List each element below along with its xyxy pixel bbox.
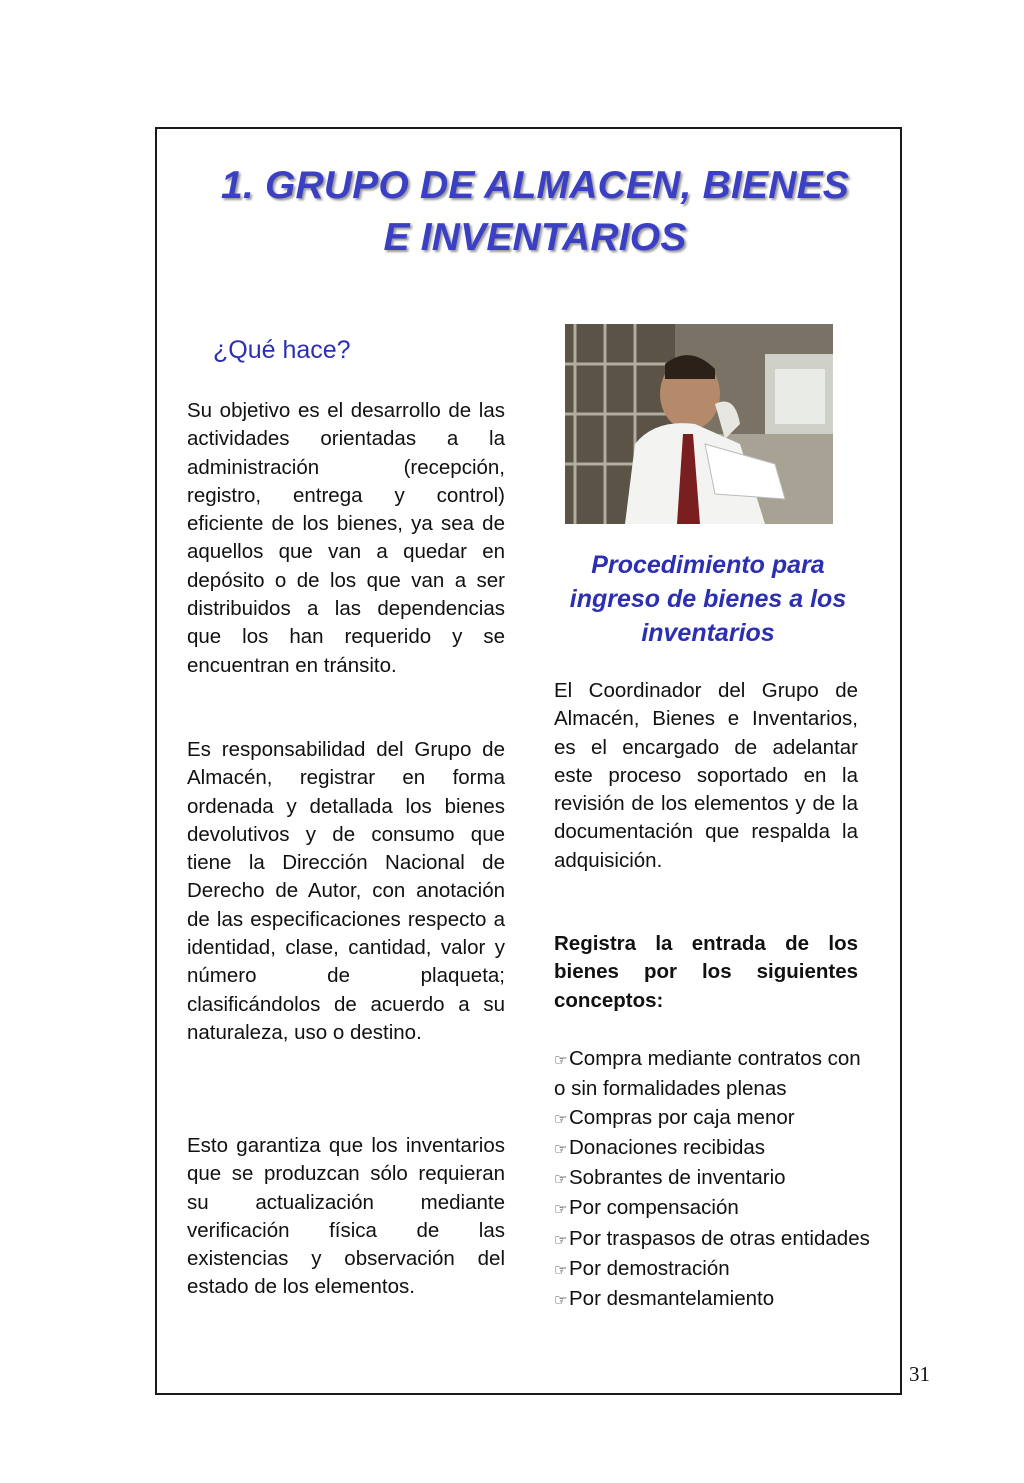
pointing-hand-icon: ☞ <box>554 1110 568 1128</box>
list-item: ☞Por desmantelamiento <box>554 1285 874 1315</box>
list-item: ☞Donaciones recibidas <box>554 1134 874 1164</box>
procedure-subheading: Procedimiento para ingreso de bienes a los inventarios <box>569 551 847 647</box>
right-paragraph-2: Registra la entrada de los bienes por los siguientes conceptos: <box>554 932 858 1012</box>
pointing-hand-icon: ☞ <box>554 1262 568 1280</box>
list-item: ☞Por demostración <box>554 1255 874 1285</box>
pointing-hand-icon: ☞ <box>554 1292 568 1310</box>
pointing-hand-icon: ☞ <box>554 1171 568 1189</box>
left-paragraph-2: Es responsabilidad del Grupo de Almacén, registrar en forma ordenada y detallada los bienes devolutivos y de consumo que tiene la Dirección Nacional de Derecho de Autor, con anotación de las especificaciones respecto a identidad, clase, cantidad, valor y número de plaqueta; clasificándolos de acuerdo a su naturaleza, uso o destino. <box>187 738 505 1044</box>
left-paragraph-1: Su objetivo es el desarrollo de las actividades orientadas a la administración (recepción, registro, entrega y control) eficiente de los bienes, ya sea de aquellos que van a quedar en depósito o de los que van a ser distribuidos a las dependencias que los han requerido y se encuentran en tránsito. <box>187 399 505 677</box>
list-item: ☞Por traspasos de otras entidades <box>554 1225 874 1255</box>
title-line-1: 1. GRUPO DE ALMACEN, BIENES <box>220 164 850 207</box>
page-number: 31 <box>909 1362 930 1386</box>
concepts-list <box>554 1045 874 1316</box>
pointing-hand-icon: ☞ <box>554 1140 568 1158</box>
title-line-2: E INVENTARIOS <box>383 216 687 259</box>
section-heading-que-hace: ¿Qué hace? <box>213 336 351 364</box>
office-worker-illustration <box>565 324 833 524</box>
pointing-hand-icon: ☞ <box>554 1201 568 1219</box>
pointing-hand-icon: ☞ <box>554 1052 568 1069</box>
right-paragraph-1: El Coordinador del Grupo de Almacén, Bienes e Inventarios, es el encargado de adelantar este proceso soportado en la revisión de los elementos y de la documentación que respalda la adquisición. <box>554 679 858 872</box>
list-item: ☞Compra mediante contratos con o sin formalidades plenas <box>554 1047 861 1101</box>
pointing-hand-icon: ☞ <box>554 1231 568 1249</box>
page-title <box>155 160 915 264</box>
office-worker-photo <box>565 324 833 524</box>
left-paragraph-3: Esto garantiza que los inventarios que se produzcan sólo requieran su actualización mediante verificación física de las existencias y observación del estado de los elementos. <box>187 1134 505 1299</box>
list-item: ☞Sobrantes de inventario <box>554 1164 874 1194</box>
list-item: ☞Compras por caja menor <box>554 1104 874 1134</box>
list-item: ☞Por compensación <box>554 1194 874 1224</box>
